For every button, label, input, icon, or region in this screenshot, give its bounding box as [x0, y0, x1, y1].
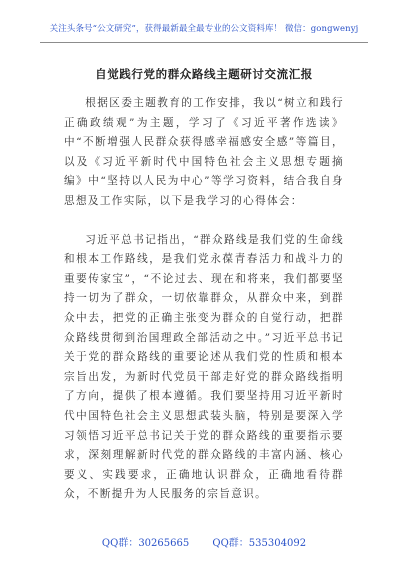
- document-title: 自觉践行党的群众路线主题研讨交流汇报: [95, 67, 313, 81]
- paragraph-main: 习近平总书记指出，“群众路线是我们党的生命线和根本工作路线，是我们党永葆青春活力和战斗力的重要传家宝”，“不论过去、现在和将来，我们都要坚持一切为了群众，一切依靠群众，从群众中来，到群众中去，把党的正确主张变为群众的自觉行动，把群众路线贯彻到治国理政全部活动之中。”习近平总书记关于党的群众路线的重要论述从我们党的性质和根本宗旨出发，为新时代党员干部走好党的群众路线指明了方向，提供了根本遵循。我们要坚持用习近平新时代中国特色社会主义思想武装头脑，特别是要深入学习领悟习近平总书记关于党的群众路线的重要指示要求，深刻理解新时代党的群众路线的丰富内涵、核心要义、实践要求，正确地认识群众，正确地看待群众，不断提升为人民服务的宗旨意识。: [64, 233, 344, 501]
- document-body: [64, 94, 344, 524]
- header-promo-note: 关注头条号“公文研究”，获得最新最全最专业的公文资料库！ 微信：gongwenyj: [49, 24, 359, 34]
- footer-qq-group-1: QQ群：30265665: [101, 538, 190, 549]
- footer-qq-group-2: QQ群：535304092: [212, 538, 307, 549]
- paragraph-intro: 根据区委主题教育的工作安排，我以“树立和践行正确政绩观”为主题，学习了《习近平著作选读》中“不断增强人民群众获得感幸福感安全感”等篇目，以及《习近平新时代中国特色社会主义思想专题摘编》中“坚持以人民为中心”等学习资料，结合我自身思想及工作实际，以下是我学习的心得体会：: [64, 97, 344, 207]
- header-divider: [40, 42, 368, 43]
- footer-contact: [0, 534, 408, 549]
